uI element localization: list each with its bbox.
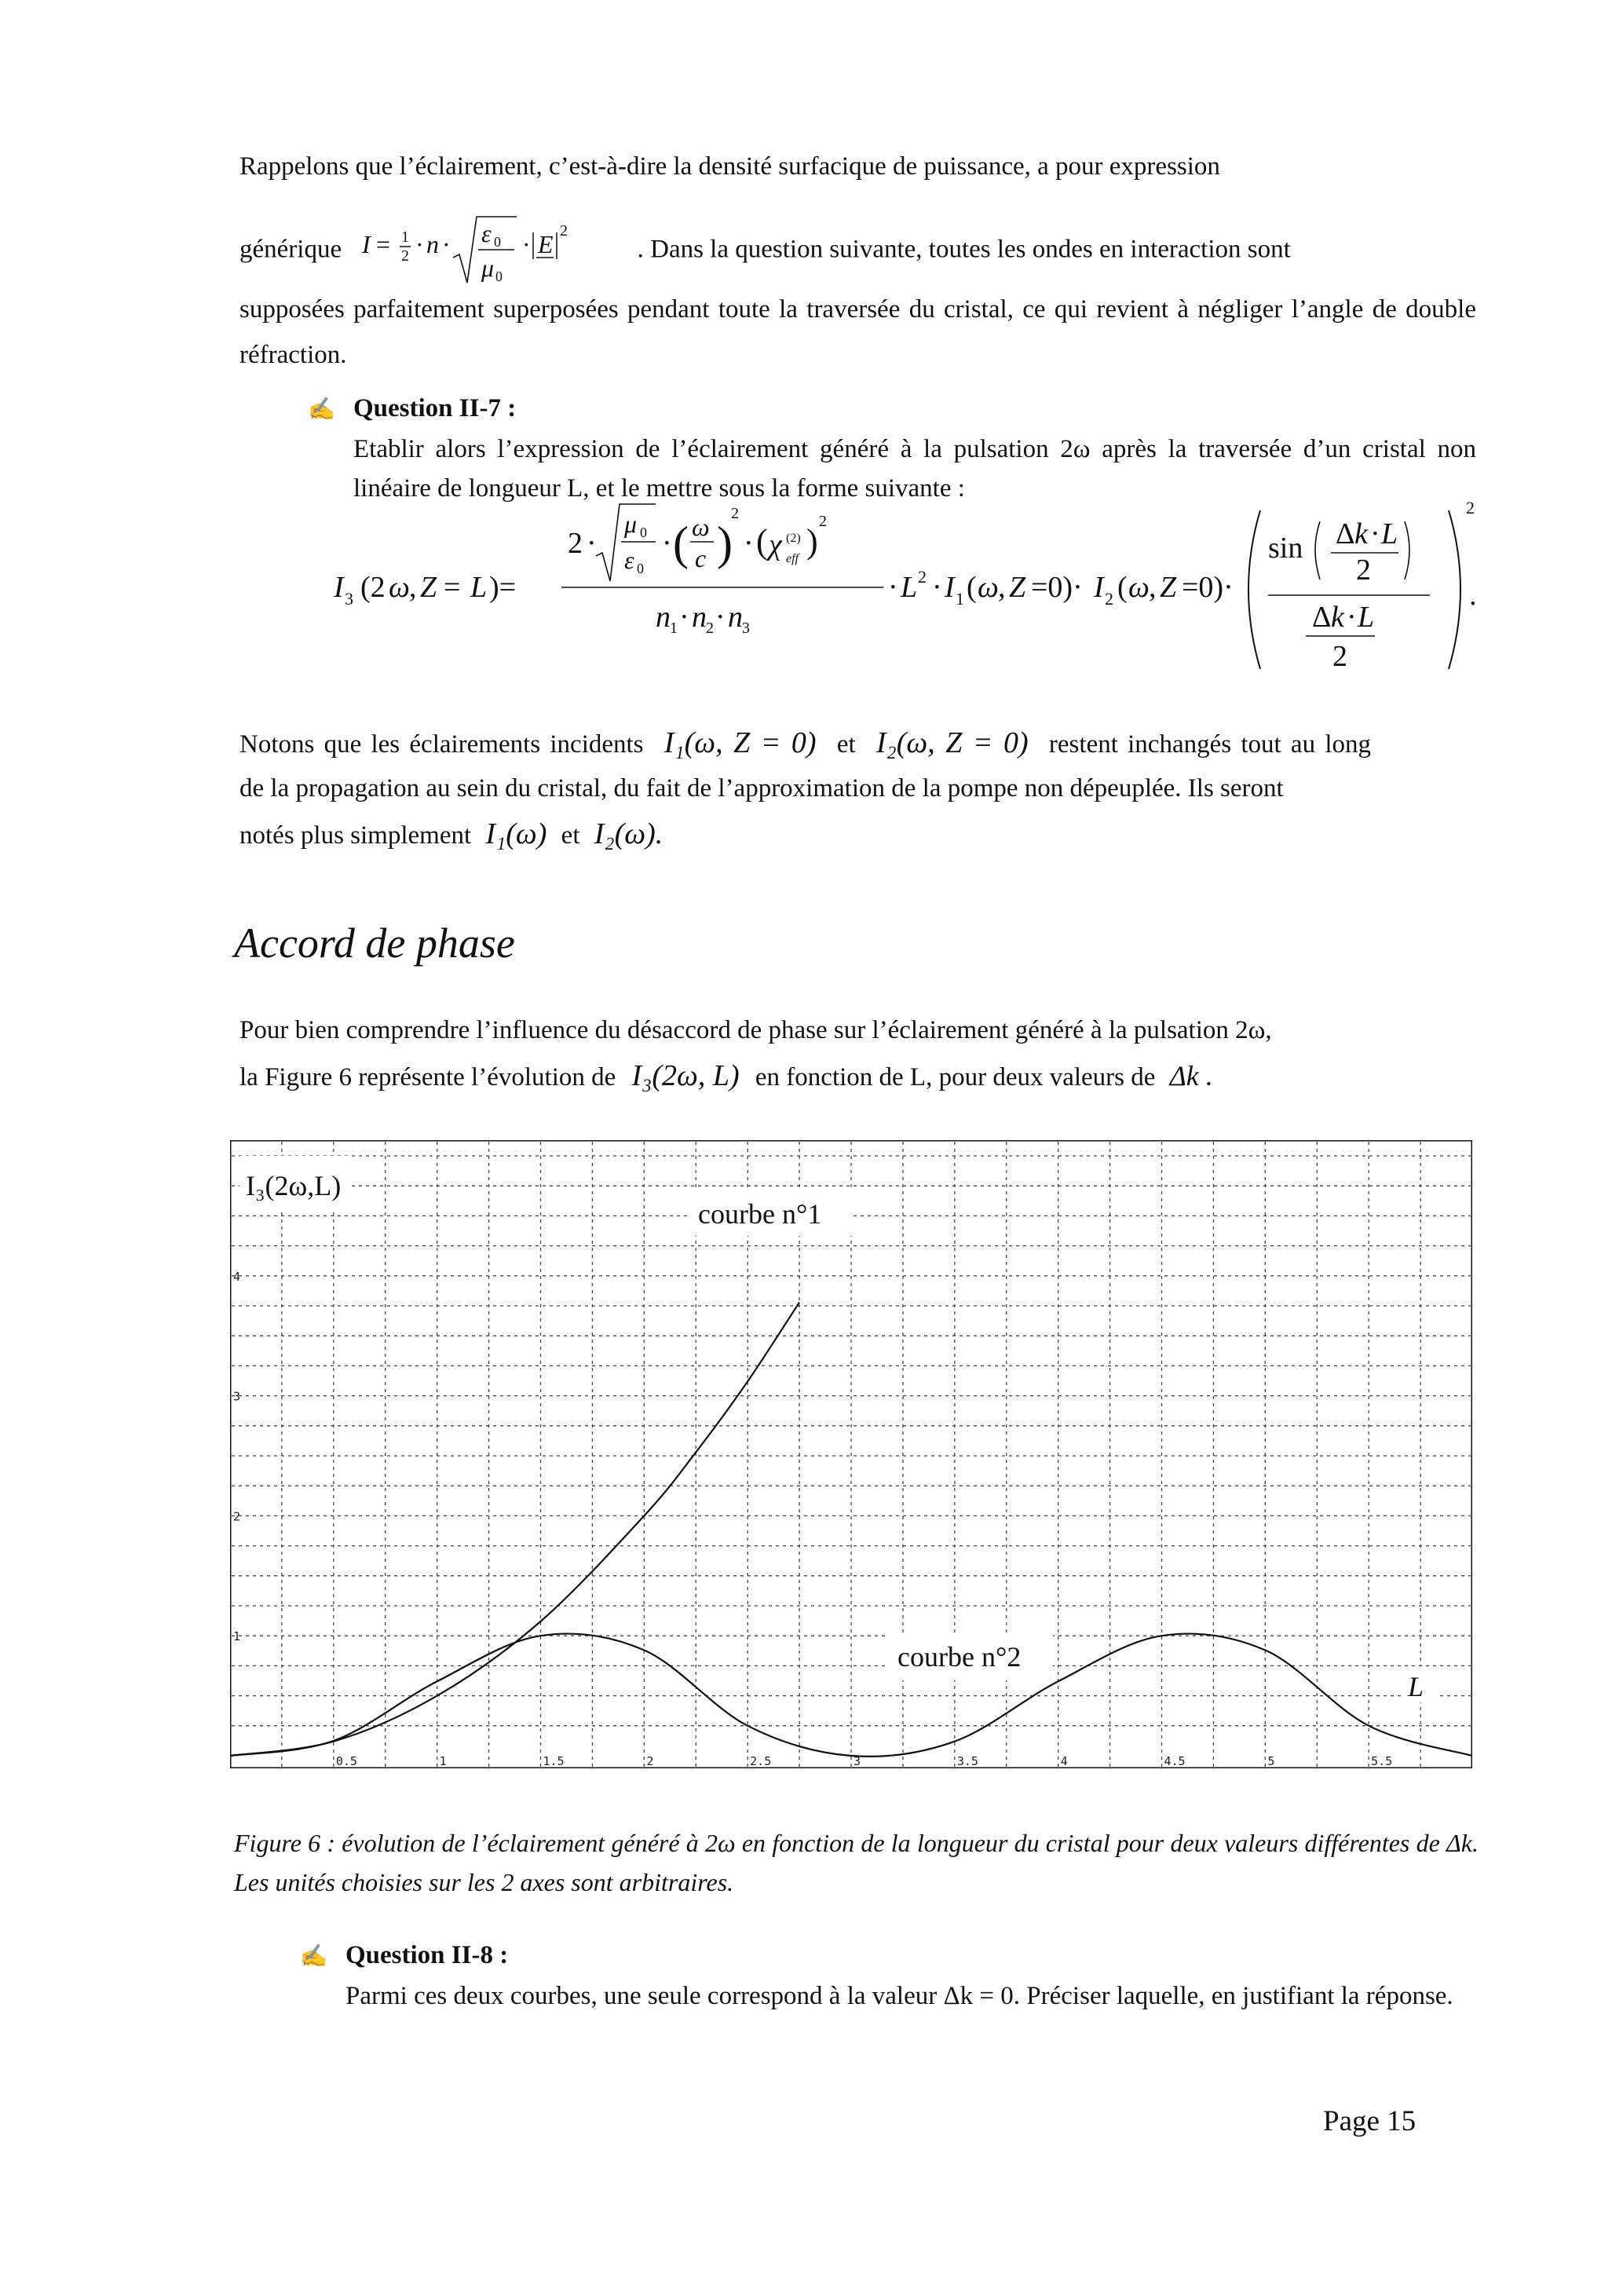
main-formula: [334, 495, 1480, 690]
svg-text:c: c: [695, 544, 707, 572]
intensity-formula: [348, 212, 631, 291]
svg-text:(: (: [967, 571, 977, 604]
chart-xlabel: L: [1408, 1671, 1424, 1702]
i1-z0: I₁(ω, Z = 0): [663, 726, 817, 759]
svg-text:2: 2: [401, 247, 410, 265]
figure-caption: Figure 6 : évolution de l’éclairement généré à 2ω en fonction de la longueur du cristal pour deux valeurs différentes de Δk. Les unités choisies sur les 2 axes sont arbitraires.: [234, 1829, 1479, 1896]
svg-text:I: I: [334, 571, 344, 604]
svg-text:·: ·: [415, 230, 425, 258]
svg-text:2: 2: [819, 513, 827, 530]
svg-text:·: ·: [587, 527, 597, 560]
svg-text:·: ·: [442, 230, 451, 258]
svg-text:2: 2: [918, 567, 927, 587]
notons-text-2: restent inchangés tout au long: [1048, 730, 1371, 759]
svg-text:L: L: [470, 571, 488, 604]
svg-text:sin: sin: [1268, 532, 1303, 565]
svg-text:n: n: [426, 230, 440, 258]
svg-text:,: ,: [998, 571, 1006, 604]
intro-line3: supposées parfaitement superposées pendant toute la traversée du cristal, ce qui revient à négliger l’angle de double réfraction.: [239, 295, 1476, 369]
svg-text:=: =: [444, 571, 461, 604]
svg-text:μ: μ: [481, 254, 495, 282]
svg-text:2: 2: [1332, 640, 1347, 673]
y-tick-label: 2: [233, 1509, 241, 1524]
svg-text:ω: ω: [692, 513, 710, 541]
svg-text:2: 2: [706, 620, 714, 637]
svg-text:L: L: [901, 571, 918, 604]
accord-text-1: la Figure 6 représente l’évolution de: [239, 1063, 616, 1091]
svg-text:1: 1: [401, 229, 410, 246]
curve2-label: courbe n°2: [897, 1641, 1022, 1673]
svg-text:·: ·: [932, 571, 942, 604]
question-ii-7: [308, 389, 1476, 508]
svg-text:2: 2: [1105, 589, 1113, 609]
x-tick-label: 2: [646, 1754, 654, 1768]
svg-text:1: 1: [670, 620, 678, 637]
y-tick-label: 3: [233, 1389, 241, 1404]
svg-text:Δ: Δ: [1336, 517, 1355, 550]
notons-et-2: et: [561, 821, 580, 850]
svg-text:2: 2: [1356, 554, 1371, 587]
svg-text:ω: ω: [1128, 571, 1150, 604]
notons-text-1: Notons que les éclairements incidents: [239, 730, 644, 759]
x-tick-label: 2.5: [750, 1754, 772, 1768]
question-ii-8: [300, 1936, 1476, 2016]
intro-line1: Rappelons que l’éclairement, c’est-à-dire la densité surfacique de puissance, a pour expression: [239, 152, 1220, 181]
svg-text:2: 2: [731, 505, 739, 522]
svg-text:n: n: [728, 601, 743, 634]
svg-text:=0)·: =0)·: [1182, 571, 1234, 604]
i2-z0: I₂(ω, Z = 0): [875, 726, 1029, 759]
svg-text:(2: (2: [360, 571, 386, 604]
svg-text:2: 2: [560, 222, 568, 239]
svg-text:Z: Z: [1160, 571, 1177, 604]
page-number: Page 15: [1323, 2105, 1416, 2137]
x-tick-label: 3: [854, 1754, 861, 1768]
x-tick-label: 4.5: [1164, 1754, 1186, 1768]
x-tick-label: 1.5: [543, 1754, 565, 1768]
x-tick-label: 4: [1060, 1754, 1068, 1768]
svg-text:,: ,: [409, 571, 417, 604]
svg-text:·: ·: [888, 571, 898, 604]
svg-text:(2): (2): [786, 532, 801, 545]
svg-text:k: k: [1331, 601, 1344, 634]
svg-text:ε: ε: [624, 546, 634, 574]
notons-et-1: et: [836, 730, 856, 759]
svg-text:)=: )=: [489, 571, 517, 604]
svg-text:·: ·: [662, 527, 672, 560]
notons-text-3: notés plus simplement: [239, 821, 472, 850]
svg-text:·: ·: [715, 601, 726, 634]
svg-text:2: 2: [568, 527, 583, 560]
accord-line1: Pour bien comprendre l’influence du désaccord de phase sur l’éclairement généré à la pulsation 2ω,: [239, 1016, 1272, 1044]
svg-text:I: I: [1094, 571, 1104, 604]
svg-text:·: ·: [522, 230, 532, 258]
svg-text:·: ·: [1370, 517, 1380, 550]
x-tick-label: 1: [439, 1754, 447, 1768]
svg-text:k: k: [1354, 517, 1368, 550]
svg-text:·: ·: [1347, 601, 1357, 634]
svg-text:I: I: [945, 571, 955, 604]
svg-text:ε: ε: [481, 219, 492, 247]
x-tick-label: 0.5: [335, 1754, 357, 1768]
curve1-label: courbe n°1: [698, 1198, 822, 1230]
svg-text:·: ·: [744, 527, 754, 560]
svg-text:(: (: [673, 517, 689, 569]
pencil-icon: ✍: [300, 1944, 327, 1969]
svg-text:.: .: [1469, 579, 1477, 612]
svg-text:): ): [806, 522, 818, 561]
section-title: Accord de phase: [234, 919, 515, 967]
svg-text:eff: eff: [786, 552, 799, 565]
intro-line2-rest: . Dans la question suivante, toutes les ondes en interaction sont: [637, 235, 1291, 264]
main-formula-svg: [334, 495, 1480, 683]
question-ii-7-title: Question II-7 :: [353, 394, 517, 422]
svg-text:(: (: [756, 522, 768, 561]
question-ii-7-text: Etablir alors l’expression de l’éclairement généré à la pulsation 2ω après la traversée d’un cristal non linéaire de longueur L, et le mettre sous la forme suivante :: [353, 435, 1476, 503]
svg-text:3: 3: [742, 620, 750, 637]
svg-text:I: I: [362, 230, 371, 258]
svg-text:1: 1: [956, 589, 964, 609]
svg-text:(: (: [1117, 571, 1128, 604]
svg-text:n: n: [656, 601, 671, 634]
y-tick-label: 4: [233, 1269, 241, 1284]
svg-text:): ): [717, 517, 733, 569]
figure-6-chart: [230, 1140, 1472, 1768]
i2-omega: I₂(ω).: [594, 817, 663, 850]
chart-ylabel: I₃(2ω,L): [246, 1170, 342, 1201]
svg-text:0: 0: [494, 234, 502, 250]
svg-text:L: L: [1358, 601, 1375, 634]
x-tick-label: 3.5: [956, 1754, 978, 1768]
intensity-formula-svg: [348, 212, 623, 291]
svg-text:Z: Z: [420, 571, 437, 604]
notons-line2: de la propagation au sein du cristal, du fait de l’approximation de la pompe non dépeuplée. Ils seront: [239, 774, 1284, 803]
x-tick-label: 5: [1267, 1754, 1275, 1768]
svg-text:=0)·: =0)·: [1031, 571, 1083, 604]
svg-text:Δ: Δ: [1312, 601, 1332, 634]
question-ii-8-text: Parmi ces deux courbes, une seule correspond à la valeur Δk = 0. Préciser laquelle, en justifiant la réponse.: [345, 1982, 1453, 2010]
svg-text:Z: Z: [1009, 571, 1026, 604]
svg-text:ω: ω: [389, 571, 410, 604]
notons-line3: [239, 811, 1476, 858]
y-tick-label: 1: [233, 1629, 241, 1644]
svg-text:0: 0: [637, 561, 644, 576]
svg-text:·: ·: [679, 601, 689, 634]
svg-text:n: n: [692, 601, 707, 634]
question-ii-8-title: Question II-8 :: [345, 1941, 509, 1969]
svg-text:=: =: [376, 230, 391, 258]
accord-i3: I₃(2ω, L): [631, 1059, 740, 1092]
notons-line1: [239, 720, 1476, 767]
svg-text:ω: ω: [978, 571, 999, 604]
svg-text:μ: μ: [624, 510, 638, 538]
x-tick-label: 5.5: [1371, 1754, 1393, 1768]
svg-text:3: 3: [345, 589, 353, 609]
svg-text:E: E: [538, 230, 554, 258]
svg-text:L: L: [1381, 517, 1398, 550]
i1-omega: I₁(ω): [485, 817, 547, 850]
svg-text:0: 0: [495, 269, 503, 284]
pencil-icon: ✍: [308, 397, 335, 422]
accord-text-2: en fonction de L, pour deux valeurs de: [755, 1063, 1156, 1091]
svg-text:χ: χ: [769, 528, 782, 561]
accord-line2: [239, 1053, 1476, 1100]
svg-text:2: 2: [1466, 498, 1475, 517]
svg-text:0: 0: [640, 525, 647, 540]
accord-dk: Δk .: [1169, 1060, 1213, 1091]
intro-generique: générique: [239, 235, 342, 264]
svg-text:,: ,: [1149, 571, 1157, 604]
intro-line2: [239, 212, 1476, 291]
